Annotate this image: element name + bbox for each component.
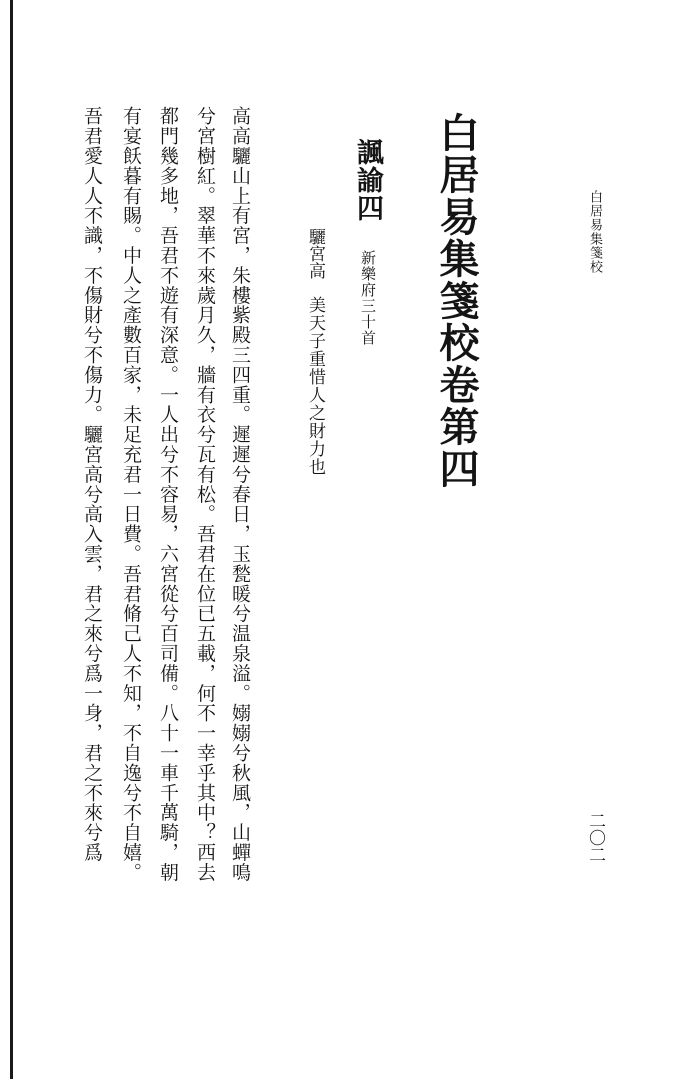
volume-title: 白居易集箋校卷第四: [433, 112, 480, 490]
section-title: 諷諭四: [352, 138, 383, 222]
page-number: 二〇二: [585, 812, 605, 863]
running-head: 白居易集箋校: [587, 190, 602, 274]
section-note: 新樂府三十首: [359, 250, 377, 346]
poem-text-line: 都門幾多地，吾君不遊有深意。一人出兮不容易，六宮從兮百司備。八十一車千萬騎，朝: [157, 106, 179, 883]
poem-text-line: 兮宮樹紅。翠華不來歲月久，牆有衣兮瓦有松。吾君在位已五載，何不一幸乎其中？西去: [194, 106, 216, 883]
poem-text-line: 吾君愛人人不識，不傷財兮不傷力。驪宮高兮高入雲，君之來兮爲一身，君之不來兮爲: [81, 106, 103, 863]
poem-title: 驪宮高: [305, 228, 325, 279]
poem-text-line: 高高驪山上有宮，朱樓紫殿三四重。遲遲兮春日，玉甃暖兮温泉溢。嫋嫋兮秋風，山蟬鳴: [229, 106, 251, 883]
poem-text-line: 有宴飫暮有賜。中人之產數百家，未足充君一日費。吾君脩己人不知，不自逸兮不自嬉。: [120, 106, 142, 883]
page-border-line: [10, 0, 13, 1079]
poem-subtitle: 美天子重惜人之財力也: [305, 296, 325, 476]
